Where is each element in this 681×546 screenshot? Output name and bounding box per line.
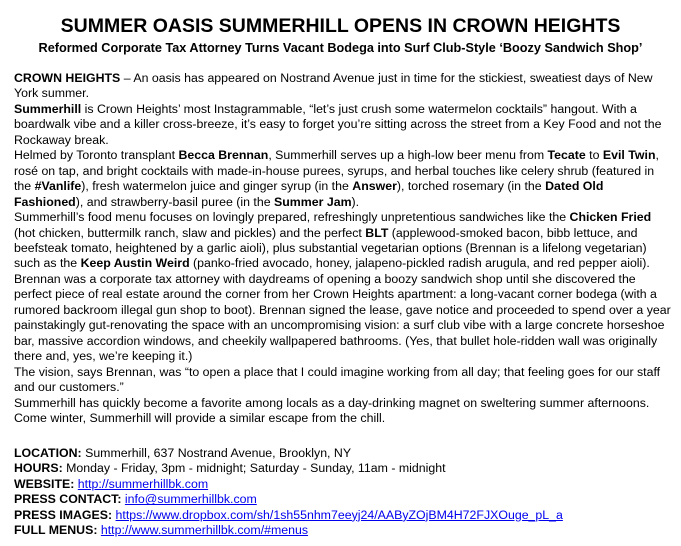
fact-press-images — [14, 508, 674, 523]
paragraph-text: – An oasis has appeared on Nostrand Avenue just in time for the stickiest, sweatiest days of New York summer. — [14, 71, 653, 101]
paragraph-text: is Crown Heights’ most Instagrammable, “let’s just crush some watermelon cocktails” hangout. With a boardwalk vibe and a killer cross-breeze, it’s easy to forget you’re sitting across the street from a Key Food and not the Rockaway break. — [14, 101, 662, 147]
fact-location — [14, 446, 674, 461]
paragraph-text: to — [585, 148, 603, 163]
sandwich-chicken-fried: Chicken Fried — [569, 210, 652, 225]
fact-label: PRESS CONTACT: — [14, 492, 122, 507]
paragraph-intro — [14, 71, 674, 102]
subheadline: Reformed Corporate Tax Attorney Turns Vacant Bodega into Surf Club-Style ‘Boozy Sandwich Shop’ — [38, 41, 643, 55]
beer-evil-twin: Evil Twin — [602, 148, 656, 163]
paragraph-vision: The vision, says Brennan, was “to open a place that I could imagine working from all day; that feeling goes for our staff and our customers.” — [14, 364, 661, 395]
fact-website — [14, 477, 674, 492]
fact-label: FULL MENUS: — [14, 523, 98, 538]
fact-label: HOURS: — [14, 461, 63, 476]
beer-tecate: Tecate — [547, 148, 586, 163]
website-link[interactable]: http://summerhillbk.com — [77, 476, 209, 491]
fact-hours — [14, 461, 674, 476]
cocktail-answer: Answer — [352, 179, 397, 194]
paragraph-text: ), fresh watermelon juice and ginger syrup (in the — [81, 179, 353, 194]
sandwich-keep-austin-weird: Keep Austin Weird — [80, 256, 190, 271]
cocktail-vanlife: #Vanlife — [34, 179, 82, 194]
paragraph-text: ). — [351, 194, 360, 209]
paragraph-text: (hot chicken, buttermilk ranch, slaw and pickles) and the perfect — [14, 225, 366, 240]
press-images-link[interactable]: https://www.dropbox.com/sh/1sh55nhm7eeyj24/AAByZOjBM4H72FJXOuge_pL_a — [115, 507, 563, 522]
article-body — [14, 71, 674, 426]
paragraph-text: ), torched rosemary (in the — [396, 179, 546, 194]
cocktail-dated-old-fashioned: Dated Old Fashioned — [14, 179, 604, 209]
paragraph-text: (panko-fried avocado, honey, jalapeno-pickled radish arugula, and red pepper aioli). — [189, 256, 650, 271]
full-menus-link[interactable]: http://www.summerhillbk.com/#menus — [100, 523, 309, 538]
cocktail-summer-jam: Summer Jam — [274, 194, 352, 209]
fact-sheet — [14, 446, 674, 539]
sandwich-blt: BLT — [365, 225, 389, 240]
venue-name: Summerhill — [14, 101, 82, 116]
paragraph-food — [14, 210, 674, 272]
press-contact-link[interactable]: info@summerhillbk.com — [124, 492, 257, 507]
headline: SUMMER OASIS SUMMERHILL OPENS IN CROWN HEIGHTS — [60, 15, 621, 37]
fact-label: WEBSITE: — [14, 476, 75, 491]
paragraph-text: , Summerhill serves up a high-low beer menu from — [268, 148, 548, 163]
fact-value: Summerhill, 637 Nostrand Avenue, Brooklyn, NY — [81, 446, 352, 460]
paragraph-drinks — [14, 148, 674, 210]
paragraph-text: Helmed by Toronto transplant — [14, 148, 179, 163]
owner-name: Becca Brennan — [178, 148, 269, 163]
paragraph-closing: Summerhill has quickly become a favorite among locals as a day-drinking magnet on sweltering summer afternoons. Come winter, Summerhill will provide a similar escape from the chill. — [14, 395, 650, 425]
paragraph-text: (applewood-smoked bacon, bibb lettuce, and beefsteak tomato, heightened by a garlic aioli), plus substantial vegetarian options (Brennan is a lifelong vegetarian) such as the — [14, 225, 647, 271]
fact-label: PRESS IMAGES: — [14, 507, 113, 522]
fact-label: LOCATION: — [14, 446, 82, 460]
fact-value: Monday - Friday, 3pm - midnight; Saturday - Sunday, 11am - midnight — [62, 461, 446, 476]
paragraph-text: Summerhill’s food menu focuses on lovingly prepared, refreshingly unpretentious sandwiches like the — [14, 210, 570, 225]
paragraph-text: ), and strawberry-basil puree (in the — [75, 194, 275, 209]
paragraph-history: Brennan was a corporate tax attorney with daydreams of opening a boozy sandwich shop until she discovered the perfect piece of real estate around the corner from her Crown Heights apartment: a long-vacant corner bodega (with a rumored backroom illegal gun shop to boot). Brennan signed the lease, gave notice and proceeded to spend over a year painstakingly gut-renovating the space with an uncompromising vision: a surf club vibe with a large concrete horseshoe bar, massive accordion windows, and cheekily wallpapered bathrooms. (Yes, that bullet hole-ridden wall was originally there and, yes, we’re keeping it.) — [14, 271, 671, 364]
dateline: CROWN HEIGHTS — [14, 71, 121, 85]
paragraph-text: , rosé on tap, and bright cocktails with made-in-house purees, syrups, and herbal touches like celery shrub (featured in the — [14, 148, 659, 194]
fact-full-menus — [14, 523, 674, 538]
fact-press-contact — [14, 492, 674, 507]
paragraph-summerhill — [14, 102, 674, 148]
